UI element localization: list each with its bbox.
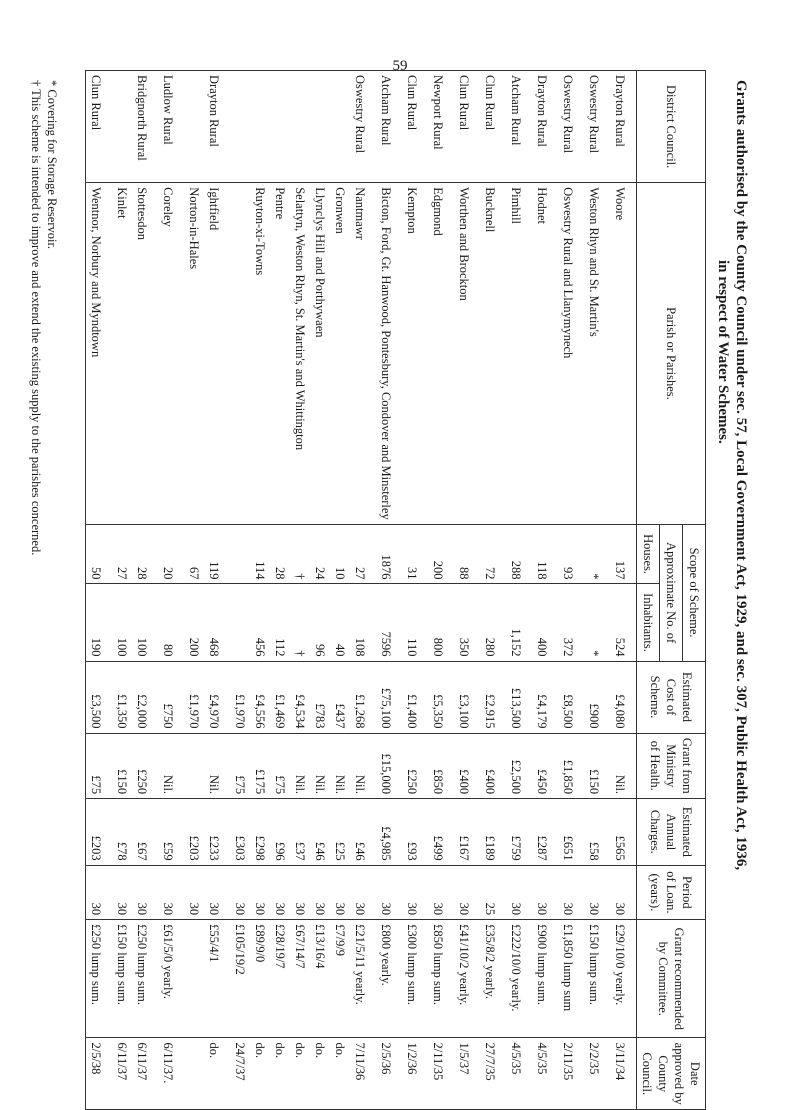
table-row xyxy=(402,71,428,1110)
cell-houses: 93 xyxy=(558,524,584,584)
cell-district xyxy=(184,71,204,183)
cell-date: 7/11/36 xyxy=(350,1038,376,1110)
cell-grant: £1,850 lump sum xyxy=(558,920,584,1038)
cell-district: Drayton Rural xyxy=(610,71,637,183)
cell-district: Newport Rural xyxy=(428,71,454,183)
cell-parish: Woore xyxy=(610,183,637,525)
cell-grant: £55/4/1 xyxy=(204,920,230,1038)
cell-parish: Kinlet xyxy=(112,183,132,525)
cell-grant: £250 lump sum. xyxy=(86,920,113,1038)
cell-period: 30 xyxy=(454,865,480,919)
cell-period: 30 xyxy=(204,865,230,919)
cell-period: 30 xyxy=(376,865,402,919)
cell-cost: £1,970 xyxy=(230,661,250,733)
table-row xyxy=(454,71,480,1110)
cell-charges: £25 xyxy=(330,799,350,866)
header-approx: Approximate No. of xyxy=(660,524,683,661)
cell-grant: £250 lump sum. xyxy=(132,920,158,1038)
cell-grant: £7/9/9 xyxy=(330,920,350,1038)
cell-grant: £28/19/7 xyxy=(270,920,290,1038)
cell-grant: £61/5/0 yearly. xyxy=(158,920,184,1038)
cell-charges: £59 xyxy=(158,799,184,866)
cell-charges: £37 xyxy=(290,799,310,866)
cell-district xyxy=(230,71,250,183)
cell-ministry: Nil. xyxy=(290,733,310,799)
cell-inhabitants xyxy=(230,584,250,661)
cell-ministry: Nil. xyxy=(310,733,330,799)
table-row xyxy=(158,71,184,1110)
cell-inhabitants: 200 xyxy=(184,584,204,661)
cell-grant: £41/10/2 yearly. xyxy=(454,920,480,1038)
cell-period: 30 xyxy=(350,865,376,919)
cell-period: 30 xyxy=(428,865,454,919)
cell-charges: £203 xyxy=(86,799,113,866)
cell-ministry: £75 xyxy=(86,733,113,799)
cell-ministry xyxy=(184,733,204,799)
cell-cost: £4,179 xyxy=(532,661,558,733)
cell-houses: 28 xyxy=(132,524,158,584)
header-grant: Grant recommended by Committee. xyxy=(637,920,706,1038)
cell-date: 2/5/36 xyxy=(376,1038,402,1110)
cell-grant: £29/10/0 yearly. xyxy=(610,920,637,1038)
cell-charges: £565 xyxy=(610,799,637,866)
cell-charges: £303 xyxy=(230,799,250,866)
cell-ministry: Nil. xyxy=(330,733,350,799)
cell-period: 30 xyxy=(532,865,558,919)
table-row xyxy=(428,71,454,1110)
cell-charges: £4,985 xyxy=(376,799,402,866)
cell-inhabitants: 800 xyxy=(428,584,454,661)
cell-period: 30 xyxy=(506,865,532,919)
cell-parish: Norton-in-Hales xyxy=(184,183,204,525)
cell-parish: Ruyton-xi-Towns xyxy=(250,183,270,525)
cell-cost: £783 xyxy=(310,661,330,733)
cell-parish: Edgmond xyxy=(428,183,454,525)
table-row xyxy=(112,71,132,1110)
cell-grant: £150 lump sum. xyxy=(584,920,610,1038)
header-cost: Estimated Cost of Scheme. xyxy=(637,661,706,733)
cell-date: 1/5/37 xyxy=(454,1038,480,1110)
cell-charges: £167 xyxy=(454,799,480,866)
cell-district: Drayton Rural xyxy=(204,71,230,183)
cell-period: 30 xyxy=(610,865,637,919)
cell-period: 30 xyxy=(290,865,310,919)
cell-ministry: £2,500 xyxy=(506,733,532,799)
cell-date: 6/11/37 xyxy=(132,1038,158,1110)
cell-inhabitants: 80 xyxy=(158,584,184,661)
cell-district xyxy=(310,71,330,183)
cell-inhabitants: 108 xyxy=(350,584,376,661)
table-row xyxy=(610,71,637,1110)
cell-grant: £222/10/0 yearly. xyxy=(506,920,532,1038)
cell-ministry: £250 xyxy=(132,733,158,799)
table-row xyxy=(532,71,558,1110)
cell-ministry: £75 xyxy=(270,733,290,799)
cell-date: 2/5/38 xyxy=(86,1038,113,1110)
cell-date: do. xyxy=(310,1038,330,1110)
cell-cost: £3,100 xyxy=(454,661,480,733)
cell-inhabitants: 1,152 xyxy=(506,584,532,661)
cell-district: Oswestry Rural xyxy=(350,71,376,183)
cell-period: 30 xyxy=(270,865,290,919)
table-row xyxy=(506,71,532,1110)
cell-parish: Weston Rhyn and St. Martin's xyxy=(584,183,610,525)
cell-houses: 31 xyxy=(402,524,428,584)
cell-cost: £900 xyxy=(584,661,610,733)
cell-inhabitants: 400 xyxy=(532,584,558,661)
table-row xyxy=(250,71,270,1110)
cell-parish: Bicton, Ford, Gt. Hanwood, Pontesbury, Condover and Minsterley xyxy=(376,183,402,525)
footnote-storage: * Covering for Storage Reservoir. xyxy=(45,80,59,250)
cell-district: Drayton Rural xyxy=(532,71,558,183)
cell-houses xyxy=(230,524,250,584)
cell-grant: £67/14/7 xyxy=(290,920,310,1038)
cell-houses: 50 xyxy=(86,524,113,584)
cell-inhabitants: 100 xyxy=(132,584,158,661)
table-row xyxy=(584,71,610,1110)
cell-parish: Ightfield xyxy=(204,183,230,525)
cell-cost: £75,100 xyxy=(376,661,402,733)
cell-date: 4/5/35 xyxy=(506,1038,532,1110)
cell-period: 30 xyxy=(250,865,270,919)
cell-parish: Wentnor, Norbury and Myndtown xyxy=(86,183,113,525)
cell-cost: £1,350 xyxy=(112,661,132,733)
cell-period: 30 xyxy=(132,865,158,919)
cell-district xyxy=(270,71,290,183)
cell-inhabitants: 524 xyxy=(610,584,637,661)
cell-inhabitants: 100 xyxy=(112,584,132,661)
table-row xyxy=(86,71,113,1110)
table-row xyxy=(310,71,330,1110)
cell-ministry: £175 xyxy=(250,733,270,799)
cell-houses: 119 xyxy=(204,524,230,584)
cell-houses: 200 xyxy=(428,524,454,584)
cell-date: 24/7/37 xyxy=(230,1038,250,1110)
cell-grant: £105/19/2 xyxy=(230,920,250,1038)
cell-district: Ludlow Rural xyxy=(158,71,184,183)
cell-grant: £13/16/4 xyxy=(310,920,330,1038)
cell-houses: 10 xyxy=(330,524,350,584)
cell-inhabitants: 40 xyxy=(330,584,350,661)
cell-houses: 20 xyxy=(158,524,184,584)
cell-grant: £800 yearly. xyxy=(376,920,402,1038)
cell-charges: £233 xyxy=(204,799,230,866)
cell-cost: £1,970 xyxy=(184,661,204,733)
cell-district xyxy=(250,71,270,183)
cell-charges: £651 xyxy=(558,799,584,866)
cell-grant: £35/8/2 yearly. xyxy=(480,920,506,1038)
cell-parish: Kempton xyxy=(402,183,428,525)
cell-inhabitants: 112 xyxy=(270,584,290,661)
cell-district: Clun Rural xyxy=(454,71,480,183)
cell-parish: Coreley xyxy=(158,183,184,525)
cell-inhabitants: 7596 xyxy=(376,584,402,661)
table-body xyxy=(86,71,637,1110)
cell-parish: Selattyn, Weston Rhyn, St. Martin's and Whittington xyxy=(290,183,310,525)
cell-charges: £67 xyxy=(132,799,158,866)
header-houses: Houses. xyxy=(637,524,660,584)
cell-charges: £298 xyxy=(250,799,270,866)
cell-inhabitants: 350 xyxy=(454,584,480,661)
table-row xyxy=(480,71,506,1110)
cell-ministry: £15,000 xyxy=(376,733,402,799)
cell-period: 30 xyxy=(230,865,250,919)
cell-ministry: £400 xyxy=(454,733,480,799)
cell-district xyxy=(330,71,350,183)
cell-charges: £189 xyxy=(480,799,506,866)
cell-parish: Gronwen xyxy=(330,183,350,525)
cell-charges: £58 xyxy=(584,799,610,866)
cell-date: 27/7/35 xyxy=(480,1038,506,1110)
cell-houses: 1876 xyxy=(376,524,402,584)
cell-date: do. xyxy=(250,1038,270,1110)
table-row xyxy=(558,71,584,1110)
cell-ministry: £75 xyxy=(230,733,250,799)
cell-charges: £78 xyxy=(112,799,132,866)
cell-district xyxy=(112,71,132,183)
cell-ministry: Nil. xyxy=(610,733,637,799)
cell-parish: Llynclys Hill and Porthywaen xyxy=(310,183,330,525)
cell-cost: £1,469 xyxy=(270,661,290,733)
cell-date: 3/11/34 xyxy=(610,1038,637,1110)
header-charges: Estimated Annual Charges. xyxy=(637,799,706,866)
cell-cost: £1,268 xyxy=(350,661,376,733)
cell-houses: 28 xyxy=(270,524,290,584)
cell-date: do. xyxy=(290,1038,310,1110)
cell-grant: £900 lump sum. xyxy=(532,920,558,1038)
cell-district: Clun Rural xyxy=(86,71,113,183)
cell-cost: £3,500 xyxy=(86,661,113,733)
cell-houses: 88 xyxy=(454,524,480,584)
cell-inhabitants: 372 xyxy=(558,584,584,661)
footnotes xyxy=(28,80,60,555)
cell-date: do. xyxy=(330,1038,350,1110)
cell-district: Oswestry Rural xyxy=(558,71,584,183)
cell-period: 30 xyxy=(86,865,113,919)
cell-district: Atcham Rural xyxy=(506,71,532,183)
page-heading xyxy=(714,80,750,1090)
header-parish: Parish or Parishes. xyxy=(637,183,706,525)
cell-district: Clun Rural xyxy=(402,71,428,183)
cell-houses: 118 xyxy=(532,524,558,584)
cell-cost: £437 xyxy=(330,661,350,733)
page-subtitle: in respect of Water Schemes. xyxy=(715,260,731,444)
cell-houses: 72 xyxy=(480,524,506,584)
cell-houses: 27 xyxy=(350,524,376,584)
header-date: Date approved by County Council. xyxy=(637,1038,706,1110)
cell-charges: £759 xyxy=(506,799,532,866)
cell-houses: 67 xyxy=(184,524,204,584)
cell-cost: £4,080 xyxy=(610,661,637,733)
cell-ministry: £250 xyxy=(402,733,428,799)
cell-inhabitants: 280 xyxy=(480,584,506,661)
header-scope: Scope of Scheme. xyxy=(683,524,706,661)
cell-inhabitants: 96 xyxy=(310,584,330,661)
cell-houses: 24 xyxy=(310,524,330,584)
cell-houses: 27 xyxy=(112,524,132,584)
cell-period: 30 xyxy=(112,865,132,919)
cell-ministry: £150 xyxy=(112,733,132,799)
cell-grant xyxy=(184,920,204,1038)
cell-charges: £203 xyxy=(184,799,204,866)
cell-grant: £850 lump sum. xyxy=(428,920,454,1038)
table-row xyxy=(184,71,204,1110)
cell-inhabitants: 456 xyxy=(250,584,270,661)
cell-ministry: £150 xyxy=(584,733,610,799)
rotated-table-area xyxy=(20,70,750,1110)
cell-cost: £13,500 xyxy=(506,661,532,733)
cell-houses: * xyxy=(584,524,610,584)
cell-date: 1/2/36 xyxy=(402,1038,428,1110)
header-ministry: Grant from Ministry of Health. xyxy=(637,733,706,799)
cell-period: 30 xyxy=(310,865,330,919)
cell-parish xyxy=(230,183,250,525)
cell-parish: Oswestry Rural and Llanymynech xyxy=(558,183,584,525)
cell-parish: Hodnet xyxy=(532,183,558,525)
table-row xyxy=(204,71,230,1110)
cell-ministry: £1,850 xyxy=(558,733,584,799)
cell-cost: £750 xyxy=(158,661,184,733)
cell-parish: Bucknell xyxy=(480,183,506,525)
cell-parish: Nantmawr xyxy=(350,183,376,525)
cell-inhabitants: 468 xyxy=(204,584,230,661)
page-title: Grants authorised by the County Council under sec. 57, Local Government Act, 1929, and sec. 307, Public Health Act, 1936, xyxy=(733,80,749,871)
cell-cost: £4,534 xyxy=(290,661,310,733)
cell-date: 6/11/37 xyxy=(112,1038,132,1110)
grants-table xyxy=(85,70,706,1110)
header-inhabitants: Inhabitants. xyxy=(637,584,660,661)
cell-charges: £96 xyxy=(270,799,290,866)
cell-parish: Worthen and Brockton xyxy=(454,183,480,525)
cell-period: 25 xyxy=(480,865,506,919)
cell-cost: £4,970 xyxy=(204,661,230,733)
cell-charges: £499 xyxy=(428,799,454,866)
table-row xyxy=(230,71,250,1110)
cell-district: Atcham Rural xyxy=(376,71,402,183)
cell-cost: £4,556 xyxy=(250,661,270,733)
cell-period: 30 xyxy=(558,865,584,919)
cell-cost: £1,400 xyxy=(402,661,428,733)
cell-date: 2/2/35 xyxy=(584,1038,610,1110)
table-row xyxy=(350,71,376,1110)
cell-period: 30 xyxy=(402,865,428,919)
cell-grant: £150 lump sum. xyxy=(112,920,132,1038)
footnote-scheme: † This scheme is intended to improve and extend the existing supply to the parishes concerned. xyxy=(29,80,43,556)
cell-district: Bridgnorth Rural xyxy=(132,71,158,183)
cell-date: do. xyxy=(270,1038,290,1110)
cell-charges: £46 xyxy=(350,799,376,866)
cell-charges: £46 xyxy=(310,799,330,866)
cell-period: 30 xyxy=(158,865,184,919)
table-row xyxy=(270,71,290,1110)
cell-ministry: Nil. xyxy=(204,733,230,799)
cell-date: 2/11/35 xyxy=(428,1038,454,1110)
table-row xyxy=(132,71,158,1110)
cell-district: Oswestry Rural xyxy=(584,71,610,183)
cell-cost: £2,915 xyxy=(480,661,506,733)
cell-houses: 288 xyxy=(506,524,532,584)
header-period: Period of Loan. (years). xyxy=(637,865,706,919)
cell-grant: £300 lump sum. xyxy=(402,920,428,1038)
cell-houses: 137 xyxy=(610,524,637,584)
cell-charges: £93 xyxy=(402,799,428,866)
table-row xyxy=(376,71,402,1110)
cell-houses: 114 xyxy=(250,524,270,584)
cell-inhabitants: 190 xyxy=(86,584,113,661)
table-row xyxy=(290,71,310,1110)
header-district: District Council. xyxy=(637,71,706,183)
cell-date: 4/5/35 xyxy=(532,1038,558,1110)
cell-period: 30 xyxy=(584,865,610,919)
cell-ministry: Nil. xyxy=(158,733,184,799)
cell-ministry: £450 xyxy=(532,733,558,799)
page-number: 59 xyxy=(392,58,408,74)
cell-inhabitants: † xyxy=(290,584,310,661)
cell-cost: £2,000 xyxy=(132,661,158,733)
cell-parish: Stottesdon xyxy=(132,183,158,525)
cell-grant: £21/5/11 yearly. xyxy=(350,920,376,1038)
cell-ministry: Nil. xyxy=(350,733,376,799)
table-row xyxy=(330,71,350,1110)
cell-parish: Pentre xyxy=(270,183,290,525)
cell-houses: † xyxy=(290,524,310,584)
cell-charges: £287 xyxy=(532,799,558,866)
cell-parish: Pimhill xyxy=(506,183,532,525)
cell-date: 2/11/35 xyxy=(558,1038,584,1110)
cell-cost: £5,350 xyxy=(428,661,454,733)
cell-period: 30 xyxy=(184,865,204,919)
cell-district xyxy=(290,71,310,183)
cell-date xyxy=(184,1038,204,1110)
cell-district: Clun Rural xyxy=(480,71,506,183)
cell-ministry: £850 xyxy=(428,733,454,799)
cell-inhabitants: 110 xyxy=(402,584,428,661)
cell-cost: £8,500 xyxy=(558,661,584,733)
cell-date: do. xyxy=(204,1038,230,1110)
cell-grant: £89/9/0 xyxy=(250,920,270,1038)
cell-date: 6/11/37. xyxy=(158,1038,184,1110)
cell-inhabitants: * xyxy=(584,584,610,661)
cell-ministry: £400 xyxy=(480,733,506,799)
cell-period: 30 xyxy=(330,865,350,919)
